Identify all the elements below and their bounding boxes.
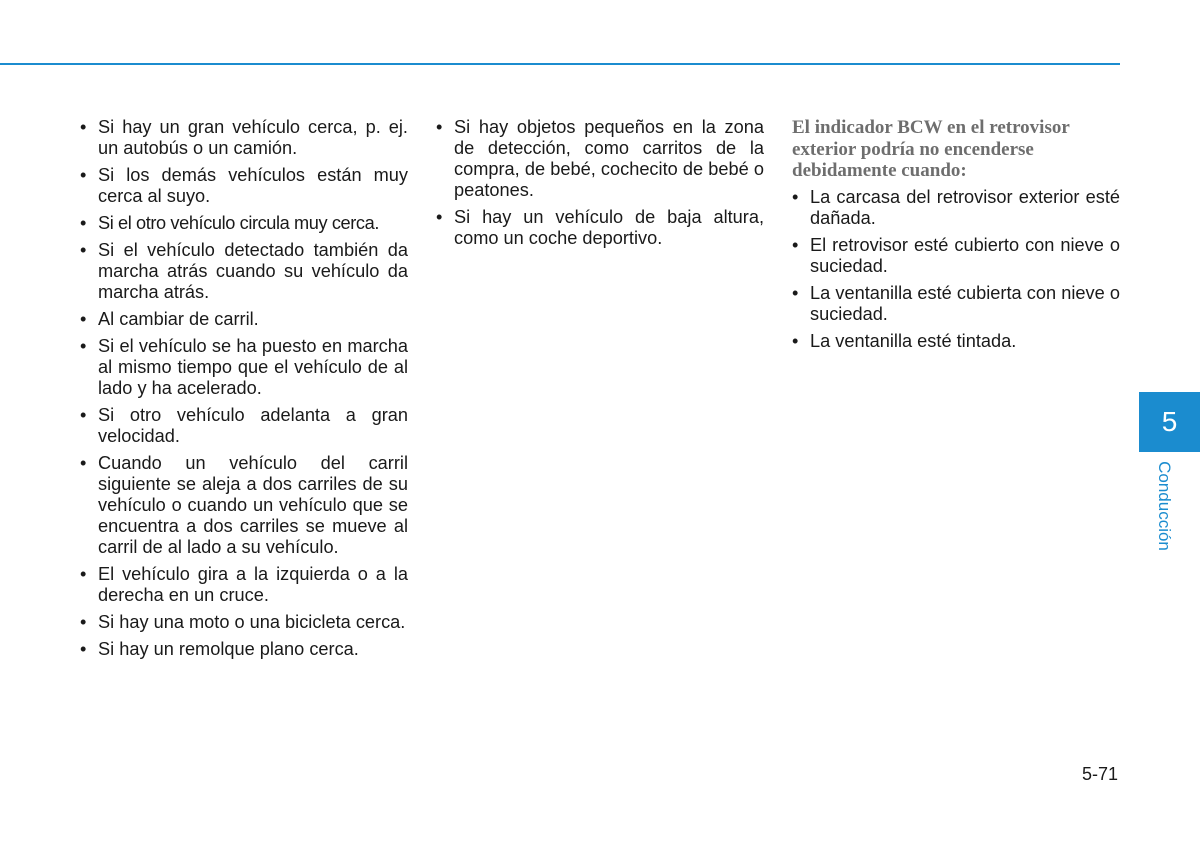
bullet-list — [80, 117, 408, 660]
bullet-icon: • — [80, 309, 87, 329]
list-item: • Si hay un gran vehículo cerca, p. ej. un autobús o un camión. — [80, 117, 408, 158]
list-item: • Si el vehículo se ha puesto en marcha al mismo tiempo que el vehículo de al lado y ha acelerado. — [80, 336, 408, 398]
list-item: • Si el otro vehículo circula muy cerca. — [80, 213, 379, 233]
bullet-icon: • — [80, 117, 87, 137]
bullet-icon: • — [792, 282, 799, 303]
bullet-icon: • — [80, 165, 87, 185]
bullet-list — [436, 117, 764, 249]
bullet-icon: • — [436, 207, 443, 227]
list-item: • El retrovisor esté cubierto con nieve o suciedad. — [792, 234, 1120, 276]
list-item: • Si hay objetos pequeños en la zona de detección, como carritos de la compra, de bebé, cochecito de bebé o peatones. — [436, 117, 764, 200]
list-item: • Cuando un vehículo del carril siguiente se aleja a dos carriles de su vehículo o cuando un vehículo que se encuentra a dos carriles se mueve al carril de al lado a su vehículo. — [80, 453, 408, 557]
bullet-icon: • — [436, 117, 443, 137]
list-item: • Si los demás vehículos están muy cerca al suyo. — [80, 165, 408, 206]
column-3 — [792, 117, 1120, 358]
bullet-icon: • — [792, 186, 799, 207]
bullet-list — [792, 187, 1120, 352]
list-item: • La ventanilla esté tintada. — [792, 330, 1017, 351]
bullet-icon: • — [80, 453, 87, 473]
list-item: • Si hay un remolque plano cerca. — [80, 639, 359, 659]
bullet-icon: • — [80, 240, 87, 260]
bullet-icon: • — [80, 639, 87, 659]
bullet-icon: • — [80, 612, 87, 632]
section-heading: El indicador BCW en el retrovisor exterior podría no encenderse debidamente cuando: — [792, 117, 1070, 181]
list-item: • Si hay una moto o una bicicleta cerca. — [80, 612, 406, 632]
list-item: • La carcasa del retrovisor exterior esté dañada. — [792, 186, 1120, 228]
chapter-name-label: Conducción — [1155, 461, 1174, 551]
bullet-icon: • — [80, 405, 87, 425]
list-item: • Al cambiar de carril. — [80, 309, 259, 329]
bullet-icon: • — [80, 336, 87, 356]
list-item: • La ventanilla esté cubierta con nieve o suciedad. — [792, 282, 1120, 324]
list-item: • Si hay un vehículo de baja altura, como un coche deportivo. — [436, 207, 764, 248]
column-1 — [80, 117, 408, 666]
list-item: • Si otro vehículo adelanta a gran velocidad. — [80, 405, 408, 446]
bullet-icon: • — [80, 564, 87, 584]
list-item: • El vehículo gira a la izquierda o a la derecha en un cruce. — [80, 564, 408, 605]
bullet-icon: • — [80, 213, 87, 233]
top-rule — [0, 63, 1120, 65]
list-item: • Si el vehículo detectado también da marcha atrás cuando su vehículo da marcha atrás. — [80, 240, 408, 302]
bullet-icon: • — [792, 234, 799, 255]
chapter-number-tab: 5 — [1139, 392, 1200, 452]
column-2 — [436, 117, 764, 255]
page-number: 5-71 — [1081, 764, 1118, 784]
bullet-icon: • — [792, 330, 799, 351]
